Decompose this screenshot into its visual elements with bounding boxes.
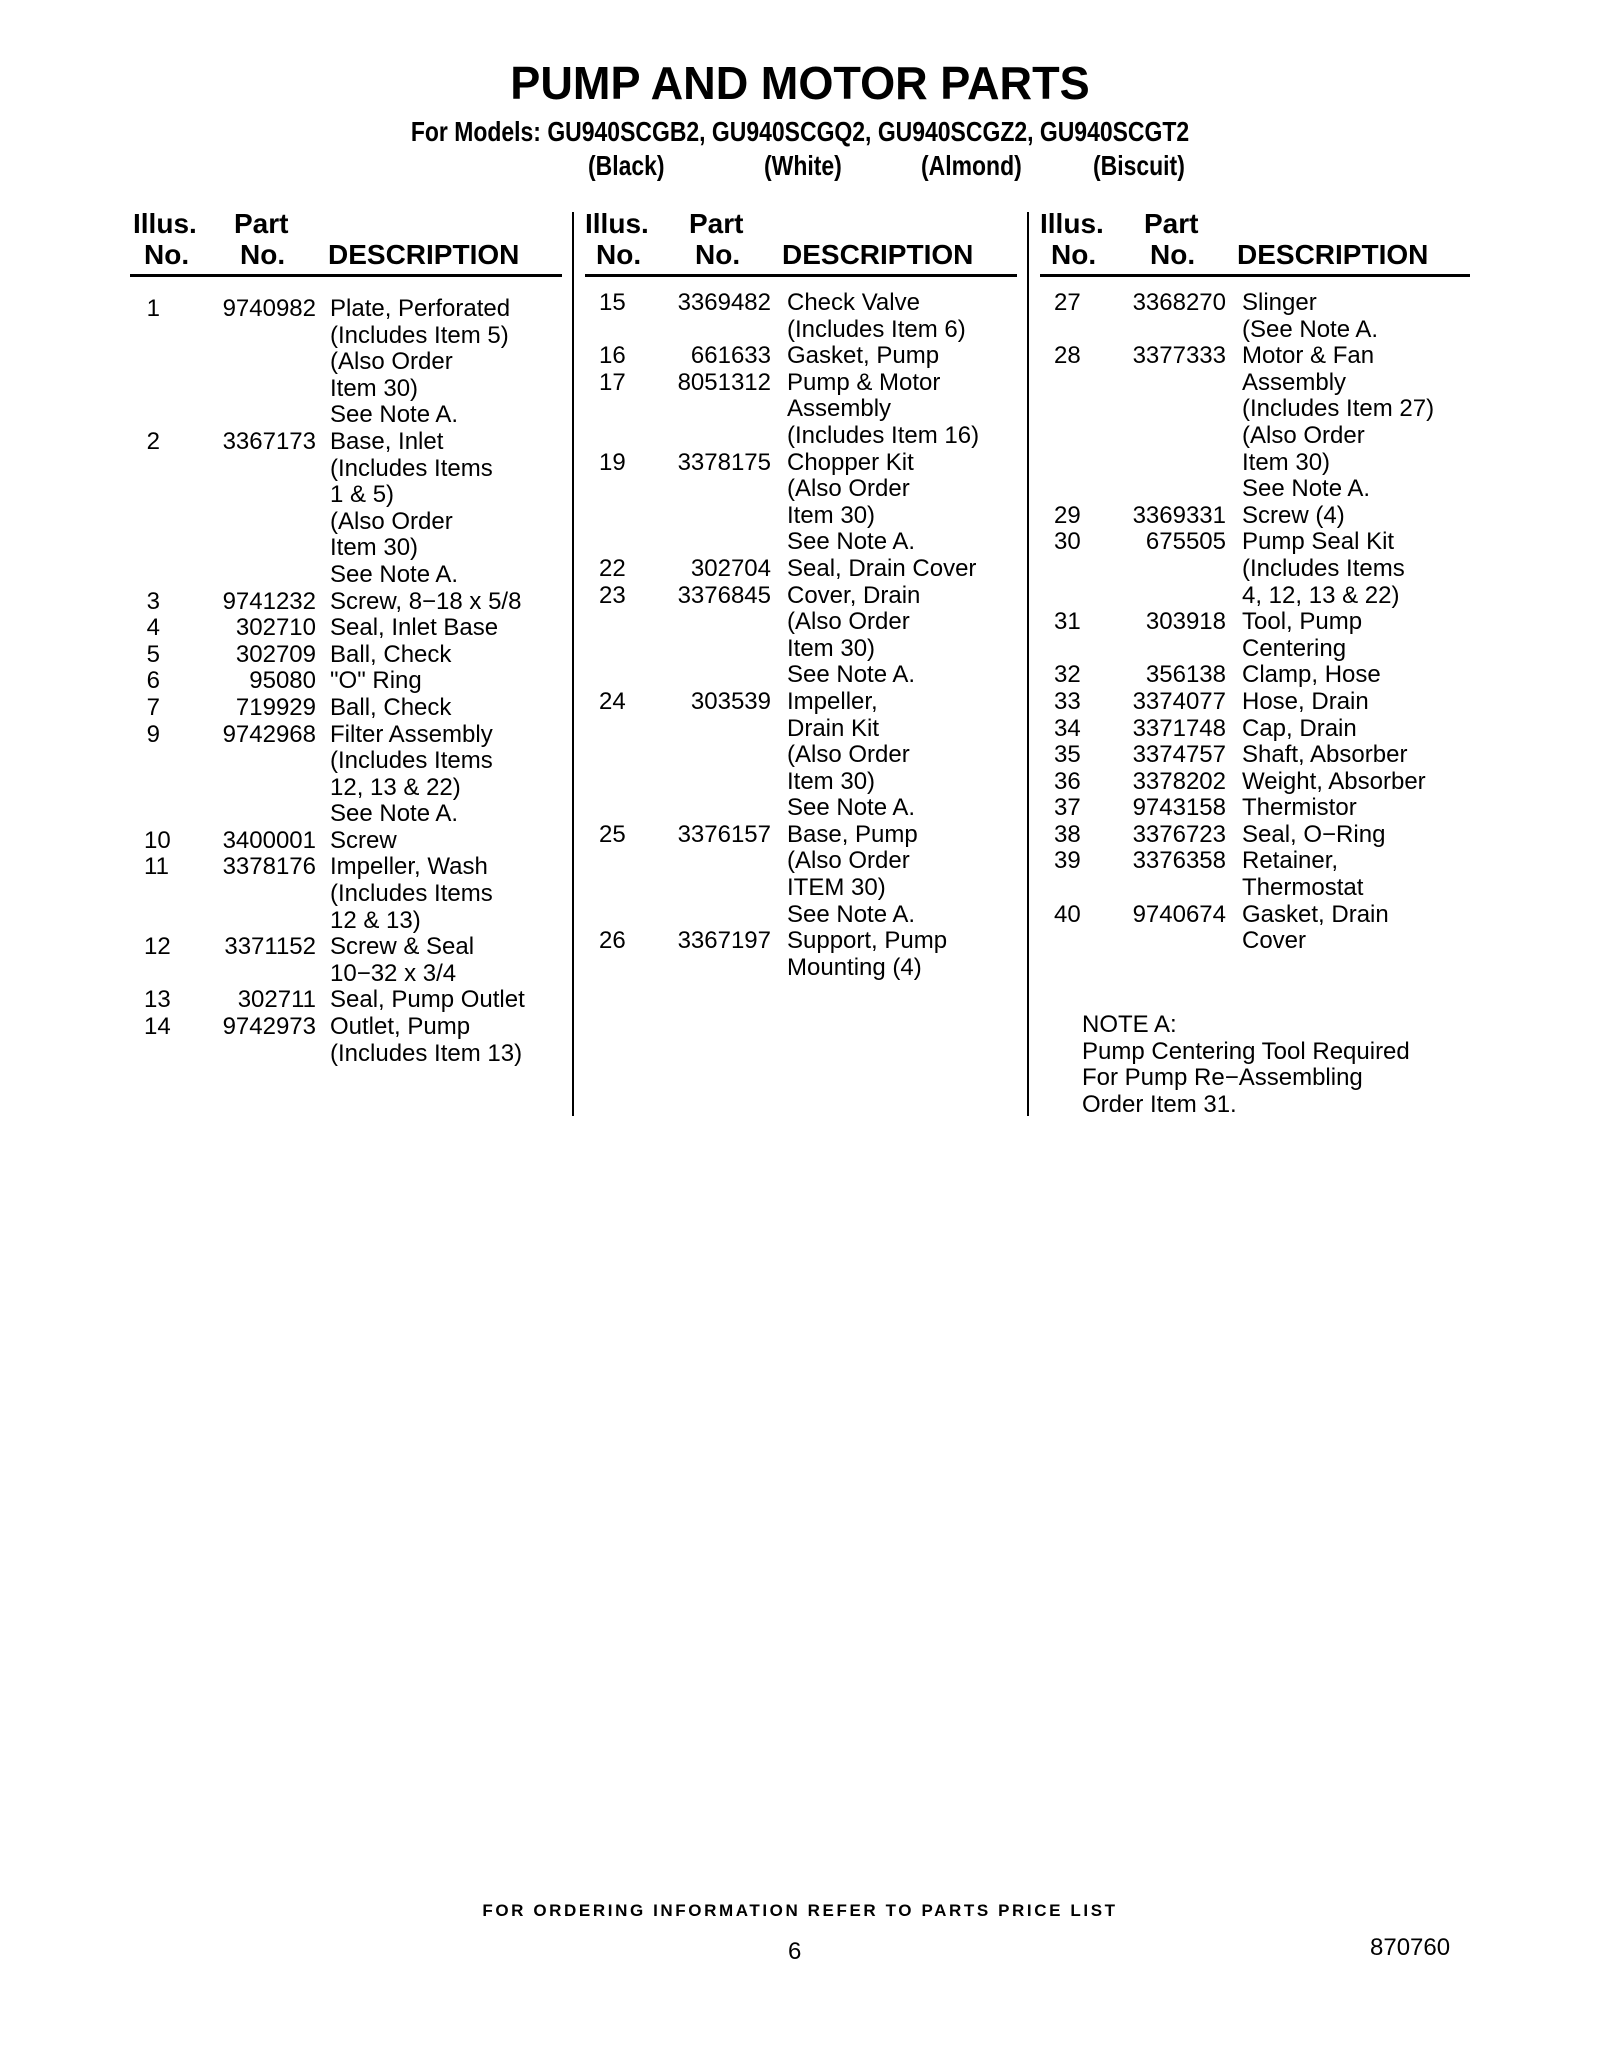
illus-number: 33 bbox=[1054, 687, 1081, 715]
column-divider bbox=[572, 212, 574, 1116]
table-row bbox=[1040, 742, 1480, 769]
part-header: Part bbox=[1144, 208, 1199, 239]
table-row bbox=[1040, 609, 1480, 662]
part-description: Ball, Check bbox=[330, 693, 452, 721]
part-description: Retainer, Thermostat bbox=[1242, 847, 1364, 902]
part-number: 95080 bbox=[249, 667, 316, 695]
models-line: For Models: GU940SCGB2, GU940SCGQ2, GU940SCGZ2, GU940SCGT2 bbox=[410, 116, 1190, 147]
part-no-header: No. bbox=[1150, 239, 1196, 270]
illus-number: 28 bbox=[1054, 342, 1081, 370]
part-description: Thermistor bbox=[1242, 794, 1357, 822]
part-number: 3376723 bbox=[1132, 820, 1226, 848]
page-number: 6 bbox=[788, 1938, 802, 1965]
part-description: Gasket, Pump bbox=[787, 342, 940, 370]
header-rule bbox=[585, 274, 1017, 277]
part-description: Outlet, Pump (Includes Item 13) bbox=[330, 1013, 523, 1067]
part-description: Seal, Inlet Base bbox=[330, 614, 499, 642]
table-row bbox=[1040, 902, 1480, 955]
illus-header: Illus. bbox=[1040, 208, 1104, 239]
part-description: "O" Ring bbox=[330, 667, 422, 695]
table-row bbox=[130, 695, 570, 722]
illus-number: 36 bbox=[1054, 767, 1081, 795]
parts-list bbox=[1040, 290, 1480, 955]
illus-number: 32 bbox=[1054, 661, 1081, 689]
part-number: 9741232 bbox=[222, 587, 316, 615]
part-number: 719929 bbox=[235, 693, 316, 721]
part-number: 9740674 bbox=[1132, 900, 1226, 928]
part-number: 3369331 bbox=[1132, 501, 1226, 529]
parts-list bbox=[585, 290, 1025, 981]
part-number: 3378202 bbox=[1132, 767, 1226, 795]
illus-header: Illus. bbox=[585, 208, 649, 239]
table-row bbox=[1040, 769, 1480, 796]
table-row bbox=[130, 1014, 570, 1067]
description-header: DESCRIPTION bbox=[1237, 239, 1429, 270]
part-description: Motor & Fan Assembly (Includes Item 27) (Also Order Item 30) See Note A. bbox=[1242, 342, 1435, 503]
part-number: 302710 bbox=[235, 614, 316, 642]
part-number: 3367173 bbox=[222, 427, 316, 455]
column-header bbox=[585, 208, 1025, 274]
illus-number: 38 bbox=[1054, 820, 1081, 848]
table-row bbox=[585, 583, 1025, 689]
part-number: 3371748 bbox=[1132, 714, 1226, 742]
column-divider bbox=[1027, 212, 1029, 1116]
table-row bbox=[1040, 503, 1480, 530]
part-description: Pump & Motor Assembly (Includes Item 16) bbox=[787, 368, 980, 449]
table-row bbox=[130, 828, 570, 855]
part-description: Hose, Drain bbox=[1242, 687, 1369, 715]
table-row bbox=[585, 450, 1025, 556]
illus-number: 25 bbox=[599, 820, 626, 848]
part-number: 9743158 bbox=[1132, 794, 1226, 822]
illus-number: 19 bbox=[599, 448, 626, 476]
part-description: Cap, Drain bbox=[1242, 714, 1357, 742]
part-number: 8051312 bbox=[677, 368, 771, 396]
illus-number: 2 bbox=[146, 427, 160, 455]
part-number: 3368270 bbox=[1132, 289, 1226, 316]
part-description: Chopper Kit (Also Order Item 30) See Note A. bbox=[787, 448, 916, 556]
table-row bbox=[1040, 662, 1480, 689]
table-row bbox=[1040, 795, 1480, 822]
table-row bbox=[1040, 689, 1480, 716]
illus-number: 10 bbox=[144, 826, 171, 854]
color-biscuit: (Biscuit) bbox=[1093, 150, 1185, 181]
part-description: Support, Pump Mounting (4) bbox=[787, 927, 948, 981]
illus-number: 1 bbox=[146, 295, 160, 322]
description-header: DESCRIPTION bbox=[782, 239, 974, 270]
part-number: 9740982 bbox=[222, 295, 316, 322]
illus-number: 24 bbox=[599, 687, 626, 715]
header-rule bbox=[1040, 274, 1470, 277]
illus-number: 3 bbox=[146, 587, 160, 615]
illus-number: 29 bbox=[1054, 501, 1081, 529]
table-row bbox=[130, 722, 570, 828]
table-row bbox=[1040, 290, 1480, 343]
illus-number: 16 bbox=[599, 342, 626, 370]
parts-column-2 bbox=[585, 208, 1025, 981]
table-row bbox=[585, 343, 1025, 370]
note-a: NOTE A: Pump Centering Tool Required For Pump Re−Assembling Order Item 31. bbox=[1082, 1011, 1410, 1118]
part-description: Seal, Drain Cover bbox=[787, 554, 977, 582]
table-row bbox=[130, 987, 570, 1014]
illus-number: 40 bbox=[1054, 900, 1081, 928]
illus-number: 30 bbox=[1054, 528, 1081, 556]
part-header: Part bbox=[689, 208, 744, 239]
color-white: (White) bbox=[764, 150, 842, 181]
illus-number: 13 bbox=[144, 986, 171, 1014]
illus-number: 37 bbox=[1054, 794, 1081, 822]
illus-no-header: No. bbox=[596, 239, 642, 270]
table-row bbox=[585, 689, 1025, 822]
table-row bbox=[1040, 716, 1480, 743]
part-description: Plate, Perforated (Includes Item 5) (Also Order Item 30) See Note A. bbox=[330, 295, 511, 429]
table-row bbox=[130, 615, 570, 642]
table-row bbox=[130, 429, 570, 589]
part-number: 3374077 bbox=[1132, 687, 1226, 715]
part-description: Ball, Check bbox=[330, 640, 452, 668]
table-row bbox=[130, 642, 570, 669]
part-number: 3377333 bbox=[1132, 342, 1226, 370]
part-number: 9742968 bbox=[222, 720, 316, 748]
part-description: Check Valve (Includes Item 6) bbox=[787, 289, 966, 343]
table-row bbox=[130, 854, 570, 934]
table-row bbox=[585, 822, 1025, 928]
part-description: Base, Inlet (Includes Items 1 & 5) (Also Order Item 30) See Note A. bbox=[330, 427, 493, 588]
part-number: 302709 bbox=[235, 640, 316, 668]
table-row bbox=[130, 934, 570, 987]
part-number: 3376358 bbox=[1132, 847, 1226, 875]
part-description: Seal, O−Ring bbox=[1242, 820, 1386, 848]
table-row bbox=[1040, 822, 1480, 849]
part-number: 3400001 bbox=[222, 826, 316, 854]
part-description: Clamp, Hose bbox=[1242, 661, 1381, 689]
illus-number: 31 bbox=[1054, 608, 1081, 636]
column-header bbox=[1040, 208, 1480, 274]
part-description: Screw bbox=[330, 826, 397, 854]
part-description: Screw, 8−18 x 5/8 bbox=[330, 587, 522, 615]
part-number: 661633 bbox=[690, 342, 771, 370]
header-rule bbox=[130, 274, 562, 277]
table-row bbox=[1040, 848, 1480, 901]
parts-column-3 bbox=[1040, 208, 1480, 955]
illus-number: 23 bbox=[599, 581, 626, 609]
table-row bbox=[130, 668, 570, 695]
illus-number: 17 bbox=[599, 368, 626, 396]
part-number: 3369482 bbox=[677, 289, 771, 316]
illus-number: 15 bbox=[599, 289, 626, 316]
illus-number: 26 bbox=[599, 927, 626, 955]
part-description: Pump Seal Kit (Includes Items 4, 12, 13 & 22) bbox=[1242, 528, 1405, 609]
part-number: 3367197 bbox=[677, 927, 771, 955]
illus-number: 14 bbox=[144, 1013, 171, 1041]
table-row bbox=[130, 296, 570, 429]
part-number: 3378176 bbox=[222, 853, 316, 881]
illus-number: 7 bbox=[146, 693, 160, 721]
table-row bbox=[1040, 529, 1480, 609]
part-number: 3376845 bbox=[677, 581, 771, 609]
illus-number: 35 bbox=[1054, 741, 1081, 769]
part-description: Screw (4) bbox=[1242, 501, 1345, 529]
color-black: (Black) bbox=[588, 150, 665, 181]
color-almond: (Almond) bbox=[921, 150, 1022, 181]
table-row bbox=[1040, 343, 1480, 503]
illus-number: 11 bbox=[144, 853, 169, 881]
parts-column-1 bbox=[130, 208, 570, 1067]
part-number: 302711 bbox=[237, 986, 316, 1014]
part-description: Tool, Pump Centering bbox=[1242, 608, 1363, 662]
part-description: Impeller, Drain Kit (Also Order Item 30) See Note A. bbox=[787, 687, 916, 822]
illus-number: 39 bbox=[1054, 847, 1081, 875]
illus-no-header: No. bbox=[144, 239, 190, 270]
table-row bbox=[585, 556, 1025, 583]
part-number: 675505 bbox=[1145, 528, 1226, 556]
part-number: 303918 bbox=[1145, 608, 1226, 636]
illus-number: 9 bbox=[146, 720, 160, 748]
illus-number: 34 bbox=[1054, 714, 1081, 742]
illus-number: 4 bbox=[146, 614, 160, 642]
column-header bbox=[130, 208, 570, 274]
table-row bbox=[585, 928, 1025, 981]
table-row bbox=[585, 290, 1025, 343]
part-number: 3376157 bbox=[677, 820, 771, 848]
illus-number: 12 bbox=[144, 933, 171, 961]
description-header: DESCRIPTION bbox=[328, 239, 520, 270]
part-no-header: No. bbox=[695, 239, 741, 270]
illus-number: 22 bbox=[599, 554, 626, 582]
part-description: Cover, Drain (Also Order Item 30) See Note A. bbox=[787, 581, 921, 689]
part-no-header: No. bbox=[240, 239, 286, 270]
part-description: Base, Pump (Also Order ITEM 30) See Note A. bbox=[787, 820, 918, 928]
part-description: Impeller, Wash (Includes Items 12 & 13) bbox=[330, 853, 493, 934]
part-description: Screw & Seal 10−32 x 3/4 bbox=[330, 933, 475, 987]
illus-header: Illus. bbox=[133, 208, 197, 239]
part-description: Seal, Pump Outlet bbox=[330, 986, 525, 1014]
document-number: 870760 bbox=[1370, 1934, 1451, 1961]
part-number: 356138 bbox=[1145, 661, 1226, 689]
part-number: 3371152 bbox=[224, 933, 316, 961]
table-row bbox=[130, 589, 570, 616]
part-number: 303539 bbox=[690, 687, 771, 715]
part-description: Slinger (See Note A. bbox=[1242, 289, 1379, 343]
part-description: Weight, Absorber bbox=[1242, 767, 1426, 795]
table-row bbox=[585, 370, 1025, 450]
part-number: 9742973 bbox=[222, 1013, 316, 1041]
illus-no-header: No. bbox=[1051, 239, 1097, 270]
part-description: Gasket, Drain Cover bbox=[1242, 900, 1389, 955]
illus-number: 5 bbox=[146, 640, 160, 668]
parts-list bbox=[130, 296, 570, 1067]
page-title: PUMP AND MOTOR PARTS bbox=[510, 57, 1090, 109]
part-number: 3374757 bbox=[1132, 741, 1226, 769]
ordering-footer: FOR ORDERING INFORMATION REFER TO PARTS PRICE LIST bbox=[482, 1901, 1118, 1920]
part-header: Part bbox=[234, 208, 289, 239]
part-number: 3378175 bbox=[677, 448, 771, 476]
illus-number: 27 bbox=[1054, 289, 1081, 316]
part-description: Filter Assembly (Includes Items 12, 13 & 22) See Note A. bbox=[330, 720, 493, 828]
part-number: 302704 bbox=[690, 554, 771, 582]
illus-number: 6 bbox=[146, 667, 160, 695]
part-description: Shaft, Absorber bbox=[1242, 741, 1408, 769]
